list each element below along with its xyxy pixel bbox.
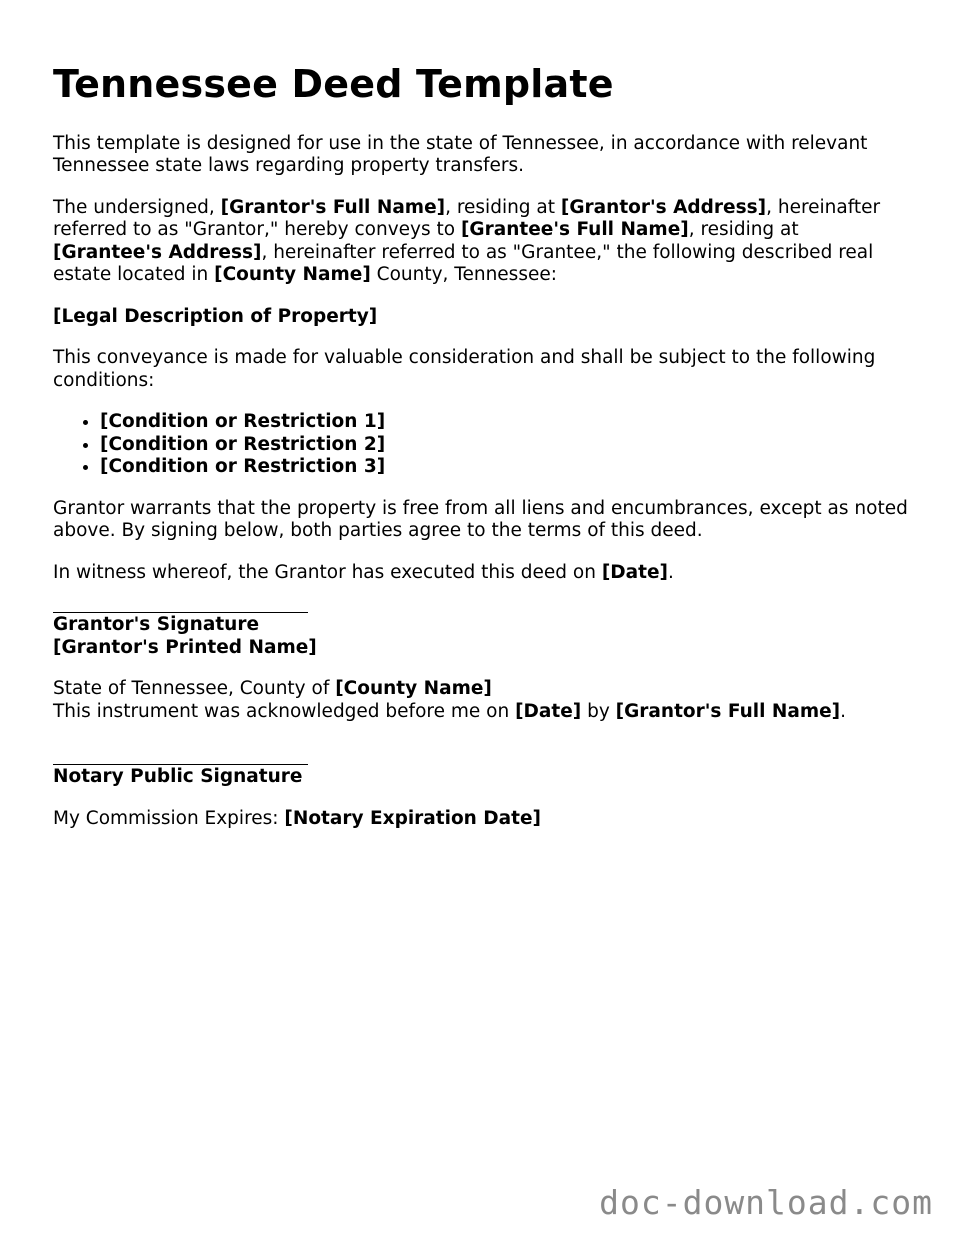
- grantor-address-placeholder: [Grantor's Address]: [560, 196, 767, 218]
- legal-description-placeholder: [Legal Description of Property]: [53, 305, 378, 327]
- grantor-name-placeholder: [Grantor's Full Name]: [220, 196, 446, 218]
- grantee-name-placeholder: [Grantee's Full Name]: [460, 219, 689, 241]
- acknowledgment-text: This instrument was acknowledged before me on: [53, 700, 516, 722]
- watermark: doc-download.com: [599, 1183, 933, 1222]
- grantee-address-placeholder: [Grantee's Address]: [53, 241, 262, 263]
- county-placeholder: [County Name]: [214, 264, 371, 286]
- commission-paragraph: [53, 808, 913, 831]
- grantor-signature-block: [53, 614, 913, 659]
- acknowledgment-text: State of Tennessee, County of: [53, 678, 336, 700]
- acknowledgment-paragraph: [53, 678, 913, 723]
- warranty-paragraph: Grantor warrants that the property is free from all liens and encumbrances, except as noted above. By signing below, both parties agree to the terms of this deed.: [53, 497, 908, 542]
- grantor-name-placeholder: [Grantor's Full Name]: [615, 700, 841, 722]
- grantor-signature-label: Grantor's Signature: [53, 614, 260, 636]
- conveyance-text: , residing at: [445, 196, 561, 218]
- conveyance-text: , residing at: [688, 219, 799, 241]
- witness-text: .: [667, 561, 674, 583]
- legal-description-paragraph: [53, 306, 913, 329]
- conveyance-paragraph: [53, 197, 913, 287]
- consideration-paragraph: This conveyance is made for valuable consideration and shall be subject to the following conditions:: [53, 347, 876, 391]
- grantor-signature-line: [53, 612, 308, 613]
- conveyance-text: , hereinafter referred to as "Grantor," hereby conveys to: [53, 196, 881, 241]
- county-placeholder: [County Name]: [335, 678, 492, 700]
- witness-paragraph: [53, 562, 913, 585]
- notary-signature-label: Notary Public Signature: [53, 766, 303, 788]
- list-item: • [Condition or Restriction 3]: [100, 456, 913, 479]
- grantor-printed-name-placeholder: [Grantor's Printed Name]: [53, 636, 317, 658]
- document-page: [53, 62, 913, 849]
- notary-signature-line: [53, 764, 308, 765]
- page-title: Tennessee Deed Template: [53, 62, 614, 106]
- intro-paragraph: This template is designed for use in the state of Tennessee, in accordance with relevant Tennessee state laws regarding property transfers.: [53, 132, 868, 177]
- acknowledgment-text: by: [581, 700, 616, 722]
- commission-label: My Commission Expires:: [53, 807, 285, 829]
- witness-text: In witness whereof, the Grantor has executed this deed on: [53, 561, 602, 583]
- list-item: • [Condition or Restriction 2]: [100, 434, 913, 457]
- date-placeholder: [Date]: [515, 700, 582, 722]
- acknowledgment-text: .: [840, 700, 847, 722]
- conditions-list: [53, 411, 913, 479]
- date-placeholder: [Date]: [601, 561, 668, 583]
- conveyance-text: The undersigned,: [53, 196, 221, 218]
- list-item: • [Condition or Restriction 1]: [100, 411, 913, 434]
- notary-signature-block: [53, 766, 913, 789]
- conveyance-text: County, Tennessee:: [370, 264, 557, 286]
- notary-expiration-placeholder: [Notary Expiration Date]: [284, 807, 541, 829]
- conveyance-text: , hereinafter referred to as "Grantee," the following described real estate located in: [53, 241, 874, 286]
